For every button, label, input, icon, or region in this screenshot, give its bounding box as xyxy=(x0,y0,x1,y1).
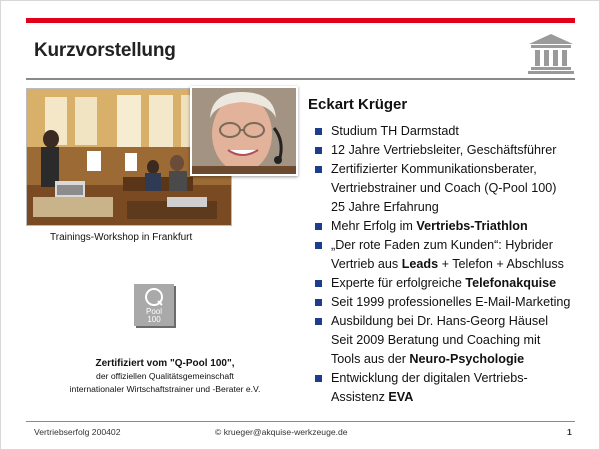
bullet-line xyxy=(331,388,584,407)
person-name: Eckart Krüger xyxy=(308,96,408,113)
bullet-emphasis: Telefonakquise xyxy=(465,276,557,290)
bullet-line xyxy=(331,160,584,179)
bullet-text: Assistenz xyxy=(331,390,389,404)
square-bullet-icon xyxy=(315,242,322,249)
bullet-emphasis: Neuro-Psychologie xyxy=(409,352,525,366)
bullet-text: Vertrieb aus xyxy=(331,257,402,271)
bullet-line xyxy=(331,312,584,331)
bullet-line xyxy=(331,274,584,293)
photo-caption: Trainings-Workshop in Frankfurt xyxy=(50,232,193,243)
bullet-line xyxy=(331,122,584,141)
square-bullet-icon xyxy=(315,128,322,135)
bullet-text: Zertifizierter Kommunikationsberater, xyxy=(331,162,537,176)
bullet-text: Seit 2009 Beratung und Coaching mit xyxy=(331,333,541,347)
bullet-text: 25 Jahre Erfahrung xyxy=(331,200,439,214)
footer-left: Vertriebserfolg 200402 xyxy=(34,427,121,437)
bullet-item xyxy=(314,122,584,141)
title-divider xyxy=(26,78,575,80)
bullet-list xyxy=(314,122,584,407)
square-bullet-icon xyxy=(315,166,322,173)
square-bullet-icon xyxy=(315,375,322,382)
footer-center: © krueger@akquise-werkzeuge.de xyxy=(215,427,348,437)
square-bullet-icon xyxy=(315,318,322,325)
bullet-line xyxy=(331,369,584,388)
bullet-text: Tools aus der xyxy=(331,352,410,366)
bullet-line xyxy=(331,350,584,369)
portrait-photo-image xyxy=(192,88,296,174)
bullet-text: „Der rote Faden zum Kunden“: Hybrider xyxy=(331,238,553,252)
bullet-item xyxy=(314,236,584,274)
bullet-emphasis: Leads xyxy=(401,257,439,271)
page-number: 1 xyxy=(567,427,572,437)
bullet-text: Entwicklung der digitalen Vertriebs- xyxy=(331,371,528,385)
certificate-line-2: der offiziellen Qualitätsgemeinschaft xyxy=(96,371,234,381)
bullet-text: + Telefon + Abschluss xyxy=(438,257,564,271)
bullet-item xyxy=(314,293,584,312)
bullet-emphasis: EVA xyxy=(388,390,414,404)
certificate-line-3: internationaler Wirtschaftstrainer und -Berater e.V. xyxy=(69,384,261,394)
greek-temple-icon xyxy=(527,32,575,74)
square-bullet-icon xyxy=(315,223,322,230)
bullet-line xyxy=(331,331,584,350)
bullet-text: 12 Jahre Vertriebsleiter, Geschäftsführer xyxy=(331,143,557,157)
bullet-item xyxy=(314,369,584,407)
bullet-text: Studium TH Darmstadt xyxy=(331,124,459,138)
bullet-text: Seit 1999 professionelles E-Mail-Marketing xyxy=(331,295,571,309)
bullet-text: Ausbildung bei Dr. Hans-Georg Häusel xyxy=(331,314,549,328)
bullet-text: Vertriebstrainer und Coach (Q-Pool 100) xyxy=(331,181,557,195)
square-bullet-icon xyxy=(315,280,322,287)
bullet-item xyxy=(314,160,584,217)
bullet-line xyxy=(331,255,584,274)
bullet-line xyxy=(331,236,584,255)
badge-line2: 100 xyxy=(147,315,161,324)
bullet-line xyxy=(331,198,584,217)
bullet-text: Experte für erfolgreiche xyxy=(331,276,466,290)
bullet-line xyxy=(331,293,584,312)
bullet-line xyxy=(331,179,584,198)
square-bullet-icon xyxy=(315,147,322,154)
footer-divider xyxy=(26,421,575,422)
slide-title: Kurzvorstellung xyxy=(34,40,176,61)
bullet-item xyxy=(314,274,584,293)
bullet-item xyxy=(314,312,584,369)
bullet-text: Mehr Erfolg im xyxy=(331,219,417,233)
bullet-emphasis: Vertriebs-Triathlon xyxy=(416,219,528,233)
badge-line1: Pool xyxy=(145,307,163,316)
certificate-title: Zertifiziert vom "Q-Pool 100", xyxy=(95,358,235,369)
bullet-line xyxy=(331,141,584,160)
bullet-item xyxy=(314,217,584,236)
square-bullet-icon xyxy=(315,299,322,306)
bullet-item xyxy=(314,141,584,160)
top-accent-bar xyxy=(26,18,575,23)
portrait-photo xyxy=(190,86,298,176)
q-pool-100-badge-icon xyxy=(134,284,176,328)
bullet-line xyxy=(331,217,584,236)
certificate-text xyxy=(20,357,310,396)
